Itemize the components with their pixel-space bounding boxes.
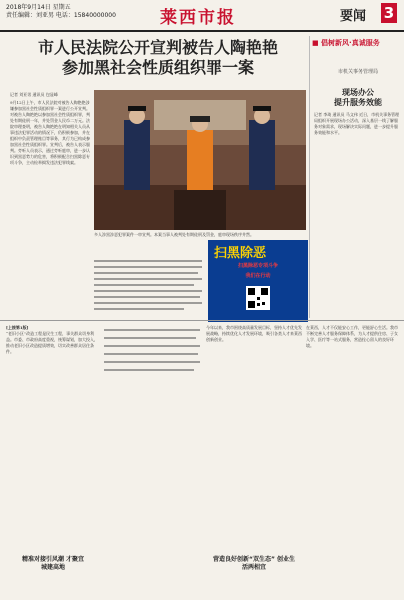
- issue-date: 2018年9月14日 星期五: [6, 4, 71, 11]
- lower-column-3: 今年以来，我市围绕高质量发展目标，坚持人才优先发展战略，持续优化人才发展环境，吸引各类人才来莱西创新创业。: [206, 325, 302, 342]
- lead-headline: [8, 38, 308, 78]
- sidebar-title: [316, 88, 400, 108]
- court-photo: [94, 90, 306, 230]
- lower-column-2: [104, 325, 200, 593]
- lower-column-1: [6, 325, 98, 593]
- masthead: 莱西市报: [160, 8, 236, 28]
- continuation-marker: [上接第1版]: [6, 325, 29, 330]
- sidebar-title-line-2: 提升服务效能: [334, 98, 382, 107]
- headline-line-2: 参加黑社会性质组织罪一案: [61, 58, 254, 77]
- text-line: [94, 272, 198, 274]
- editor-phone: 15840000000: [73, 12, 116, 19]
- court-photo-image: [94, 90, 306, 230]
- section-divider: [0, 320, 404, 321]
- text-line: [94, 308, 184, 310]
- header-info: [6, 4, 116, 20]
- text-line: [104, 369, 194, 371]
- editor-line: [6, 12, 116, 20]
- sidebar-pre-title: 市机关事务管理局: [337, 69, 378, 75]
- ad-line-1: 扫黑除恶专项斗争: [237, 263, 278, 269]
- text-line: [104, 353, 198, 355]
- subhead-ecosystem: 营造良好创新“双生态” 创业生活两相宜: [213, 556, 295, 571]
- sidebar-kicker: ■ 倡树新风·真诚服务: [312, 39, 380, 47]
- text-line: [94, 260, 202, 262]
- lower-column-4: 在莱西，人才不仅能安心工作，更能舒心生活。我市不断完善人才服务保障体系，为人才提供住房、子女入学、医疗等一站式服务，营造拴心留人的良好环境。: [306, 325, 398, 348]
- text-line: [94, 278, 202, 280]
- text-line: [94, 296, 200, 298]
- campaign-ad: [208, 240, 308, 322]
- lead-body-column: [10, 92, 90, 317]
- lead-body-continued: [94, 258, 202, 318]
- lower-body-1: “老旧小区”改造工程是民生工程，事关群众切身利益。市委、市政府高度重视，统筹谋划，加大投入，推动老旧小区改造提质增效，切实改善群众居住条件。: [6, 331, 98, 354]
- lead-author: 记者 刘亚男 通讯员 包显峰: [10, 92, 58, 97]
- headline-line-1: 市人民法院公开宣判被告人陶艳艳: [37, 38, 278, 57]
- qr-code-icon: [246, 286, 270, 310]
- text-line: [94, 266, 202, 268]
- sidebar-title-line-1: 现场办公: [342, 88, 374, 97]
- ad-title: 扫黑除恶: [214, 246, 267, 261]
- page-number: 3: [381, 3, 397, 23]
- text-line: [94, 290, 202, 292]
- sidebar-body: 记者 李琦 通讯员 马文伟 近日，市机关事务管理局组织开展现场办公活动，深入基层一线了解服务对象需求，现场解决实际问题，进一步提升服务效能和水平。: [314, 112, 400, 135]
- text-line: [104, 329, 200, 331]
- text-line: [94, 302, 202, 304]
- page-header: [0, 0, 404, 32]
- ad-line-2: 我们在行动: [245, 273, 271, 279]
- column-divider: [309, 36, 310, 318]
- lead-body: 9月12日上午，市人民法院对被告人陶艳艳涉嫌参加黑社会性质组织罪一案进行公开宣判。对被告人陶艳艳以参加黑社会性质组织罪，判处有期徒刑一年，并处罚金人民币二万元。法院审理查明，被告人陶艳艳在明知相关人员从事违法犯罪活动的情况下，仍积极参加，并在组织中负责管理账目等事务，其行为已构成参加黑社会性质组织罪。宣判后，被告人表示服判。旁听人员表示，通过旁听庭审，进一步认识到黑恶势力的危害，将积极配合扫黑除恶专项斗争，主动检举揭发违法犯罪线索。: [10, 100, 90, 165]
- subhead-talent: 精准对接引风潮 才聚宜城建高地: [21, 556, 85, 571]
- text-line: [104, 337, 196, 339]
- section-title: 要闻: [340, 9, 367, 24]
- text-line: [94, 284, 194, 286]
- text-line: [104, 345, 200, 347]
- text-line: [104, 361, 200, 363]
- photo-caption: 多人涉黑涉恶犯罪案件一审宣判。本案当事人被判处有期徒刑及罚金，庭审现场秩序井然。: [94, 232, 254, 237]
- editor-name: 责任编辑：刘亚男 电话：: [6, 12, 74, 19]
